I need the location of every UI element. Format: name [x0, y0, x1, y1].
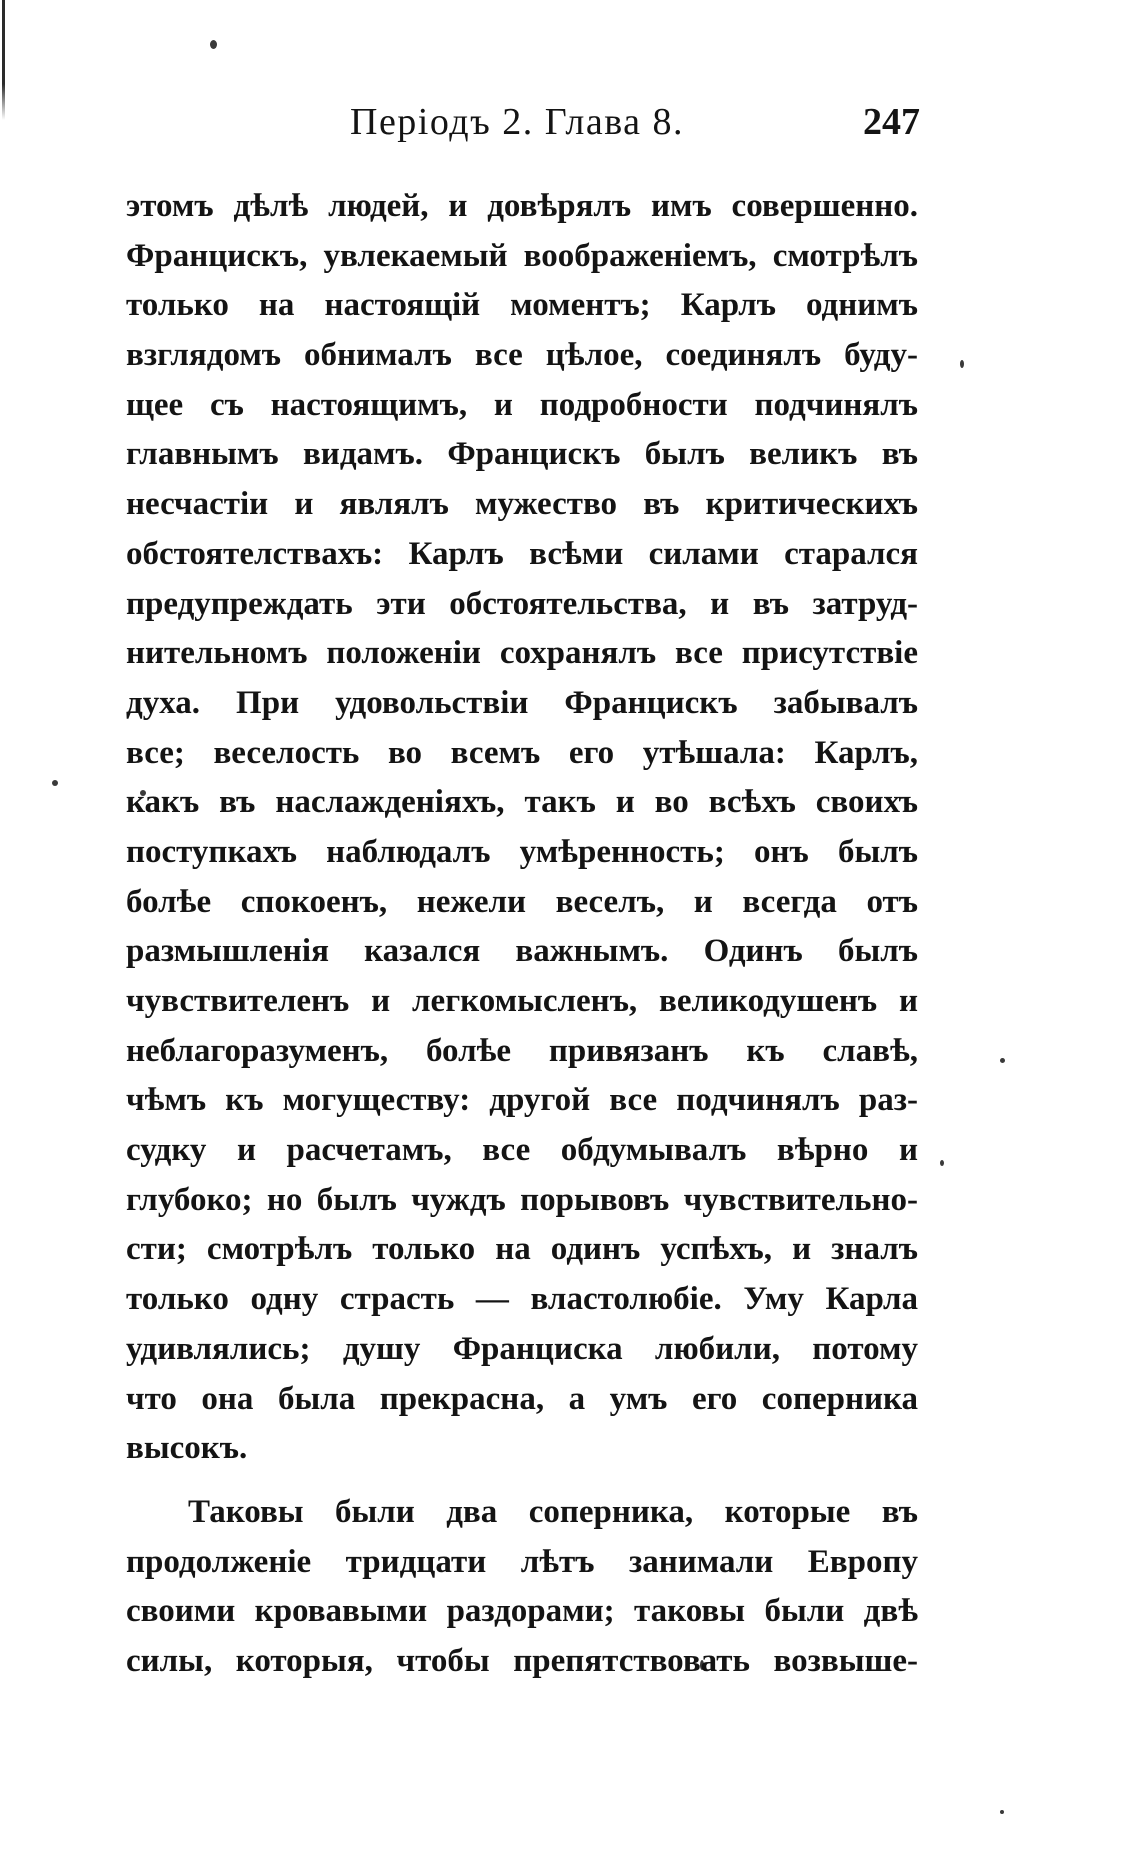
running-head: Періодъ 2. Глава 8.	[350, 101, 685, 143]
page-number: 247	[863, 101, 920, 143]
text-line: высокъ.	[126, 1430, 248, 1467]
text-line: чувствителенъ и легкомысленъ, великодушенъ и	[126, 983, 918, 1019]
ink-speck	[210, 40, 217, 49]
text-line: нительномъ положеніи сохранялъ все присутствіе	[126, 635, 918, 672]
text-line: силы, которыя, чтобы препятствовать возвыше-	[126, 1642, 918, 1679]
text-line: удивлялись; душу Франциска любили, потому	[126, 1330, 918, 1367]
text-line: несчастіи и являлъ мужество въ критическихъ	[126, 486, 918, 523]
text-line: своими кровавыми раздорами; таковы были двѣ	[126, 1593, 918, 1630]
text-line: Таковы были два соперника, которые въ	[188, 1493, 918, 1530]
text-line: что она была прекрасна, а умъ его соперника	[126, 1380, 918, 1417]
text-line: этомъ дѣлѣ людей, и довѣрялъ имъ совершенно.	[126, 188, 918, 224]
ink-speck	[1000, 1810, 1004, 1814]
paragraph-gap	[126, 1474, 918, 1488]
ink-speck	[940, 1160, 944, 1166]
ink-speck	[52, 780, 58, 786]
text-line: духа. При удовольствіи Францискъ забывалъ	[126, 684, 918, 721]
body-text	[126, 182, 918, 1687]
text-line: все; веселость во всемъ его утѣшала: Карлъ,	[126, 734, 918, 771]
text-line: болѣе спокоенъ, нежели веселъ, и всегда отъ	[126, 883, 918, 920]
text-line: какъ въ наслажденіяхъ, такъ и во всѣхъ своихъ	[126, 784, 918, 821]
text-line: главнымъ видамъ. Францискъ былъ великъ въ	[126, 436, 918, 473]
page-header	[350, 100, 920, 156]
text-line: щее съ настоящимъ, и подробности подчинялъ	[126, 386, 918, 423]
ink-speck	[960, 360, 964, 368]
text-line: судку и расчетамъ, все обдумывалъ вѣрно и	[126, 1132, 918, 1169]
text-line: глубоко; но былъ чуждъ порывовъ чувствительно-	[126, 1181, 918, 1218]
text-line: обстоятелствахъ: Карлъ всѣми силами старался	[126, 535, 918, 572]
paragraph-2	[126, 1488, 918, 1687]
text-line: взглядомъ обнималъ все цѣлое, соединялъ буду-	[126, 337, 918, 374]
text-line: предупреждать эти обстоятельства, и въ затруд-	[126, 585, 918, 622]
text-line: неблагоразуменъ, болѣе привязанъ къ славѣ,	[126, 1032, 918, 1069]
text-line: только одну страсть — властолюбіе. Уму Карла	[126, 1281, 918, 1318]
paragraph-1	[126, 182, 918, 1474]
text-line: поступкахъ наблюдалъ умѣренность; онъ былъ	[126, 833, 918, 870]
text-line: размышленія казался важнымъ. Одинъ былъ	[126, 933, 918, 970]
text-line: Францискъ, увлекаемый воображеніемъ, смотрѣлъ	[126, 237, 918, 274]
page-edge-line	[2, 0, 5, 120]
text-line: сти; смотрѣлъ только на одинъ успѣхъ, и зналъ	[126, 1231, 918, 1268]
ink-speck	[1000, 1058, 1005, 1063]
text-line: продолженіе тридцати лѣтъ занимали Европу	[126, 1543, 918, 1580]
text-line: только на настоящій моментъ; Карлъ однимъ	[126, 287, 918, 324]
text-line: чѣмъ къ могуществу: другой все подчинялъ раз-	[126, 1082, 918, 1119]
